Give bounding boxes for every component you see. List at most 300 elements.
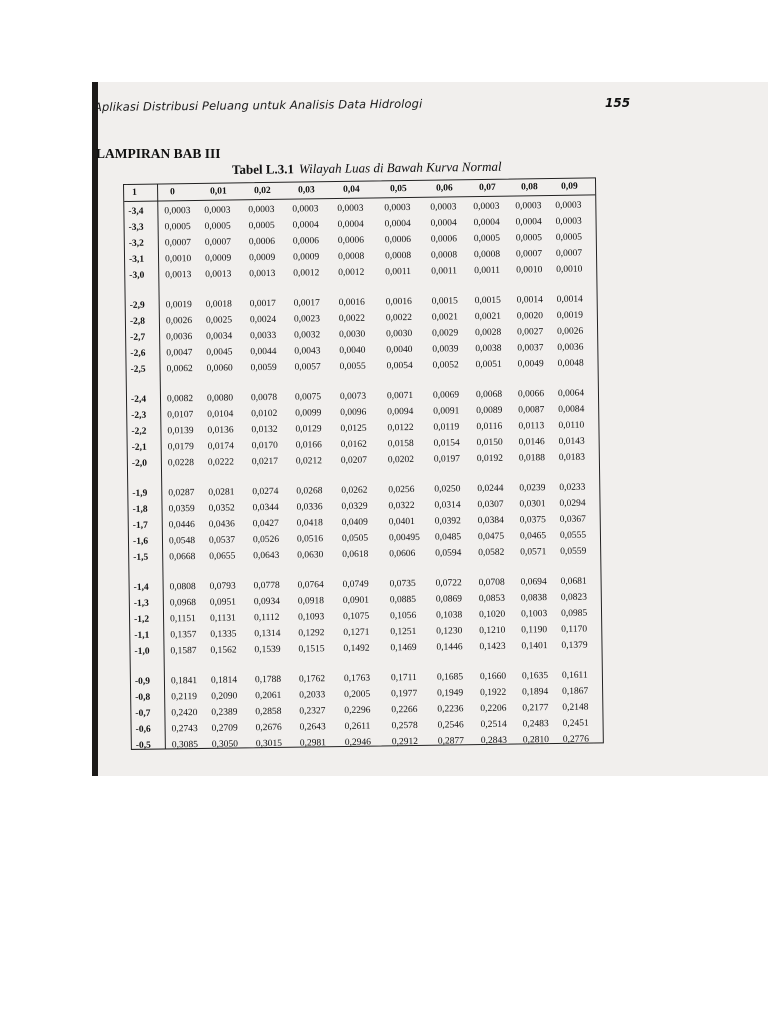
- area-value-cell: 0,1292: [298, 628, 325, 639]
- area-value-cell: 0,2420: [171, 708, 198, 719]
- area-value-cell: 0,0764: [297, 580, 324, 591]
- area-value-cell: 0,1271: [343, 627, 370, 638]
- area-value-cell: 0,0004: [515, 217, 542, 228]
- area-value-cell: 0,0052: [432, 360, 459, 371]
- z-value-cell: -3,1: [128, 254, 145, 265]
- area-value-cell: 0,0107: [167, 410, 194, 421]
- area-value-cell: 0,1587: [170, 646, 197, 657]
- area-value-cell: 0,0778: [253, 580, 280, 592]
- area-value-cell: 0,0007: [555, 248, 583, 259]
- area-value-cell: 0,0793: [209, 581, 236, 592]
- area-value-cell: 0,2981: [299, 738, 327, 749]
- area-value-cell: 0,0853: [478, 593, 506, 605]
- area-value-cell: 0,1492: [343, 643, 370, 654]
- area-value-cell: 0,0170: [251, 440, 278, 452]
- area-value-cell: 0,1335: [210, 629, 237, 640]
- area-value-cell: 0,0116: [476, 421, 503, 433]
- area-value-cell: 0,0055: [339, 361, 366, 372]
- area-value-cell: 0,0154: [433, 438, 460, 449]
- area-value-cell: 0,2061: [255, 690, 282, 702]
- area-value-cell: 0,0051: [475, 359, 502, 371]
- book-spine-shadow: [92, 82, 98, 776]
- area-value-cell: 0,0003: [515, 201, 542, 212]
- area-value-cell: 0,0018: [205, 299, 232, 310]
- area-value-cell: 0,1056: [389, 610, 417, 622]
- area-value-cell: 0,0951: [209, 597, 237, 608]
- area-value-cell: 0,3050: [211, 739, 239, 750]
- area-value-cell: 0,0655: [209, 551, 236, 562]
- area-value-cell: 0,0066: [517, 389, 545, 400]
- area-value-cell: 0,0392: [434, 516, 461, 527]
- area-value-cell: 0,0207: [340, 455, 368, 466]
- area-value-cell: 0,0010: [556, 264, 583, 275]
- area-value-cell: 0,0749: [342, 579, 369, 590]
- area-value-cell: 0,0005: [248, 220, 275, 232]
- area-value-cell: 0,2877: [437, 736, 465, 747]
- z-value-cell: -2,7: [130, 332, 146, 343]
- area-value-cell: 0,0262: [341, 485, 368, 496]
- area-value-cell: 0,1711: [390, 672, 417, 684]
- area-value-cell: 0,0009: [292, 252, 320, 263]
- area-value-cell: 0,0985: [560, 608, 588, 619]
- z-value-cell: -2,3: [131, 410, 147, 421]
- area-value-cell: 0,0446: [168, 520, 195, 531]
- area-value-cell: 0,0968: [169, 598, 197, 609]
- area-value-cell: 0,0026: [557, 326, 584, 337]
- area-value-cell: 0,0582: [478, 547, 505, 559]
- area-value-cell: 0,2514: [480, 719, 507, 731]
- area-value-cell: 0,0078: [250, 392, 278, 404]
- section-title: LAMPIRAN BAB III: [96, 146, 221, 161]
- area-value-cell: 0,1314: [254, 628, 281, 640]
- area-value-cell: 0,0004: [337, 219, 364, 231]
- area-value-cell: 0,0934: [253, 596, 281, 608]
- area-value-cell: 0,2236: [437, 704, 464, 715]
- area-value-cell: 0,0367: [559, 514, 586, 525]
- area-value-cell: 0,0096: [340, 407, 367, 418]
- area-value-cell: 0,0823: [560, 592, 588, 603]
- area-value-cell: 0,1841: [170, 676, 198, 687]
- area-value-cell: 0,0023: [293, 314, 321, 325]
- area-value-cell: 0,1379: [561, 640, 588, 651]
- area-value-cell: 0,0087: [518, 405, 545, 416]
- page-number: 155: [605, 96, 631, 110]
- area-value-cell: 0,0062: [166, 364, 193, 375]
- area-value-cell: 0,0003: [473, 201, 500, 213]
- area-value-cell: 0,0033: [250, 330, 277, 342]
- z-value-cell: -1,4: [133, 582, 149, 593]
- area-value-cell: 0,0136: [207, 425, 234, 436]
- area-value-cell: 0,0322: [388, 500, 415, 512]
- area-value-cell: 0,1949: [437, 688, 464, 699]
- area-value-cell: 0,0418: [296, 518, 323, 529]
- area-value-cell: 0,00495: [388, 532, 420, 544]
- area-value-cell: 0,0068: [475, 389, 503, 401]
- area-value-cell: 0,2451: [562, 718, 589, 729]
- area-value-cell: 0,0019: [556, 310, 584, 321]
- z-value-cell: -3,0: [129, 270, 145, 281]
- area-value-cell: 0,0080: [206, 393, 234, 404]
- area-value-cell: 0,2611: [344, 721, 371, 732]
- area-value-cell: 0,0048: [557, 358, 584, 369]
- area-value-cell: 0,0122: [387, 422, 414, 434]
- area-value-cell: 0,0571: [520, 547, 547, 558]
- area-value-cell: 0,1020: [478, 609, 506, 621]
- area-value-cell: 0,1469: [390, 642, 417, 654]
- area-value-cell: 0,0006: [430, 234, 458, 245]
- area-value-cell: 0,0307: [477, 499, 504, 511]
- area-value-cell: 0,0006: [248, 236, 276, 248]
- area-value-cell: 0,0630: [297, 550, 324, 561]
- area-value-cell: 0,1762: [298, 674, 326, 685]
- area-value-cell: 0,0009: [248, 252, 276, 264]
- area-value-cell: 0,0026: [165, 316, 193, 327]
- area-value-cell: 0,0013: [205, 269, 232, 280]
- area-value-cell: 0,0012: [293, 268, 320, 279]
- z-value-cell: -2,9: [129, 300, 145, 311]
- area-value-cell: 0,0559: [560, 546, 587, 557]
- area-value-cell: 0,0030: [339, 329, 366, 340]
- area-value-cell: 0,0064: [557, 388, 585, 399]
- area-value-cell: 0,0022: [385, 312, 413, 324]
- z-value-cell: -0,8: [135, 692, 151, 703]
- area-value-cell: 0,0024: [249, 314, 277, 326]
- area-value-cell: 0,0281: [208, 487, 235, 498]
- area-value-cell: 0,0735: [389, 578, 416, 590]
- area-value-cell: 0,2743: [171, 724, 198, 735]
- z-value-cell: -2,8: [129, 316, 146, 327]
- z-value-cell: -1,3: [133, 598, 149, 609]
- area-value-cell: 0,0233: [559, 482, 586, 493]
- area-value-cell: 0,0008: [430, 250, 458, 261]
- area-value-cell: 0,2177: [522, 703, 549, 714]
- area-value-cell: 0,0003: [384, 202, 411, 214]
- area-value-cell: 0,0003: [292, 204, 319, 215]
- area-value-cell: 0,1075: [342, 611, 370, 622]
- column-header: 0,04: [343, 184, 360, 195]
- area-value-cell: 0,0314: [434, 500, 461, 511]
- area-value-cell: 0,1539: [254, 644, 281, 656]
- column-header: 0,09: [561, 181, 578, 192]
- area-value-cell: 0,0014: [556, 294, 583, 305]
- z-value-cell: -3,3: [128, 222, 144, 233]
- z-value-cell: -1,6: [132, 536, 149, 547]
- area-value-cell: 0,1660: [479, 671, 507, 683]
- area-value-cell: 0,0113: [518, 421, 545, 432]
- area-value-cell: 0,0344: [252, 502, 279, 514]
- area-value-cell: 0,0005: [204, 221, 231, 232]
- area-value-cell: 0,2546: [437, 720, 464, 731]
- area-value-cell: 0,0036: [166, 332, 193, 343]
- area-value-cell: 0,2483: [522, 719, 549, 730]
- area-value-cell: 0,0250: [434, 484, 461, 495]
- area-value-cell: 0,2858: [255, 706, 282, 718]
- area-value-cell: 0,0516: [296, 534, 324, 545]
- table-caption: [232, 159, 502, 178]
- area-value-cell: 0,0038: [475, 343, 502, 355]
- area-value-cell: 0,2296: [344, 705, 371, 716]
- area-value-cell: 0,0401: [388, 516, 415, 528]
- area-value-cell: 0,0212: [295, 456, 323, 467]
- area-value-cell: 0,0526: [252, 534, 280, 546]
- area-value-cell: 0,0384: [477, 515, 504, 527]
- column-header: 0,05: [390, 184, 407, 195]
- area-value-cell: 0,0183: [558, 452, 586, 463]
- area-value-cell: 0,1401: [521, 641, 548, 652]
- area-value-cell: 0,1763: [343, 673, 371, 684]
- area-value-cell: 0,0091: [433, 406, 460, 417]
- area-value-cell: 0,0003: [555, 216, 582, 227]
- area-value-cell: 0,0427: [252, 518, 279, 530]
- running-header-title: Aplikasi Distribusi Peluang untuk Analisis Data Hidrologi: [93, 96, 423, 114]
- area-value-cell: 0,0188: [518, 453, 546, 464]
- area-value-cell: 0,1922: [480, 687, 507, 699]
- area-value-cell: 0,0485: [434, 532, 462, 543]
- area-value-cell: 0,0668: [169, 552, 196, 563]
- area-value-cell: 0,0918: [297, 596, 325, 607]
- table-caption-text: Wilayah Luas di Bawah Kurva Normal: [298, 158, 502, 177]
- area-value-cell: 0,0110: [558, 420, 585, 431]
- area-value-cell: 0,0016: [338, 297, 365, 308]
- z-value-cell: -0,7: [135, 708, 151, 719]
- area-value-cell: 0,0294: [559, 498, 586, 509]
- area-value-cell: 0,0030: [386, 328, 413, 340]
- area-value-cell: 0,0166: [295, 440, 322, 451]
- area-value-cell: 0,0375: [519, 515, 546, 526]
- area-value-cell: 0,0274: [252, 486, 279, 498]
- z-value-cell: -3,2: [128, 238, 144, 249]
- table-caption-label: Tabel L.3.1: [231, 161, 295, 177]
- area-value-cell: 0,0005: [515, 233, 542, 244]
- column-header: 0,07: [479, 182, 496, 194]
- area-value-cell: 0,0217: [251, 456, 279, 468]
- area-value-cell: 0,0125: [340, 423, 367, 434]
- area-value-cell: 0,0119: [433, 422, 460, 433]
- area-value-cell: 0,1357: [170, 630, 197, 641]
- z-value-cell: -1,7: [132, 520, 148, 531]
- area-value-cell: 0,0722: [435, 578, 462, 589]
- area-value-cell: 0,0007: [515, 249, 543, 260]
- area-value-cell: 0,1038: [435, 610, 463, 621]
- area-value-cell: 0,0011: [385, 266, 412, 278]
- area-value-cell: 0,1230: [436, 626, 463, 637]
- area-value-cell: 0,0044: [250, 346, 277, 358]
- z-value-cell: -1,2: [134, 614, 150, 625]
- z-value-cell: -0,5: [135, 740, 151, 751]
- column-header-z: 1: [132, 187, 137, 198]
- area-value-cell: 0,0268: [296, 486, 323, 497]
- area-value-cell: 0,0239: [519, 483, 546, 494]
- area-value-cell: 0,2389: [211, 707, 238, 718]
- area-value-cell: 0,0075: [294, 392, 322, 403]
- area-value-cell: 0,0256: [388, 484, 415, 496]
- area-value-cell: 0,0057: [294, 362, 321, 373]
- area-value-cell: 0,0011: [474, 265, 501, 277]
- area-value-cell: 0,1788: [254, 674, 282, 686]
- area-value-cell: 0,0885: [389, 594, 417, 606]
- area-value-cell: 0,0606: [389, 548, 416, 560]
- area-value-cell: 0,0071: [386, 390, 414, 402]
- area-value-cell: 0,2810: [522, 735, 550, 746]
- z-value-cell: -2,2: [131, 426, 147, 437]
- column-header: 0,01: [210, 186, 227, 197]
- area-value-cell: 0,0129: [295, 424, 322, 435]
- column-header: 0,08: [521, 182, 538, 193]
- area-value-cell: 0,1515: [298, 644, 325, 655]
- column-header: 0,06: [436, 183, 453, 194]
- area-value-cell: 0,0037: [517, 343, 544, 354]
- area-value-cell: 0,0838: [520, 593, 548, 604]
- z-value-cell: -0,6: [135, 724, 151, 735]
- column-header: 0: [170, 187, 175, 198]
- area-value-cell: 0,0197: [433, 454, 461, 465]
- area-value-cell: 0,0032: [294, 330, 321, 341]
- area-value-cell: 0,0594: [435, 548, 462, 559]
- area-value-cell: 0,0073: [339, 391, 367, 402]
- area-value-cell: 0,1446: [436, 642, 463, 653]
- z-value-cell: -0,9: [134, 676, 151, 687]
- area-value-cell: 0,0465: [519, 531, 547, 542]
- area-value-cell: 0,2578: [391, 720, 418, 732]
- area-value-cell: 0,1190: [521, 625, 548, 636]
- z-value-cell: -2,4: [130, 394, 147, 405]
- z-value-cell: -1,0: [134, 646, 150, 657]
- area-value-cell: 0,0021: [431, 312, 459, 323]
- area-value-cell: 0,0336: [296, 502, 323, 513]
- area-value-cell: 0,0006: [292, 236, 320, 247]
- area-value-cell: 0,2266: [391, 704, 418, 716]
- area-value-cell: 0,2709: [211, 723, 238, 734]
- area-value-cell: 0,1814: [210, 675, 238, 686]
- area-value-cell: 0,0008: [384, 250, 412, 262]
- area-value-cell: 0,0040: [386, 344, 413, 356]
- area-value-cell: 0,2776: [562, 734, 589, 745]
- z-value-cell: -1,9: [132, 488, 148, 499]
- area-value-cell: 0,0094: [387, 406, 414, 418]
- area-value-cell: 0,0029: [432, 328, 459, 339]
- area-value-cell: 0,0020: [516, 311, 544, 322]
- area-value-cell: 0,0104: [207, 409, 234, 420]
- area-value-cell: 0,0013: [165, 270, 192, 281]
- area-value-cell: 0,0003: [248, 204, 275, 216]
- area-value-cell: 0,0003: [430, 202, 457, 213]
- area-value-cell: 0,0069: [432, 390, 460, 401]
- column-header: 0,02: [254, 185, 271, 197]
- area-value-cell: 0,0301: [519, 499, 546, 510]
- area-value-cell: 0,0036: [557, 342, 584, 353]
- area-value-cell: 0,0244: [477, 483, 504, 495]
- area-value-cell: 0,0618: [342, 549, 369, 560]
- area-value-cell: 0,1635: [521, 671, 549, 682]
- area-value-cell: 0,0084: [558, 404, 585, 415]
- area-value-cell: 0,0008: [337, 251, 365, 263]
- area-value-cell: 0,0011: [431, 266, 458, 277]
- area-value-cell: 0,0040: [339, 345, 366, 356]
- area-value-cell: 0,0005: [473, 233, 500, 245]
- area-value-cell: 0,0174: [207, 441, 234, 452]
- area-value-cell: 0,0555: [559, 530, 587, 541]
- area-value-cell: 0,0005: [164, 222, 191, 233]
- area-value-cell: 0,0017: [249, 298, 276, 310]
- area-value-cell: 0,0017: [293, 298, 320, 309]
- area-value-cell: 0,0359: [168, 504, 195, 515]
- area-value-cell: 0,0010: [164, 254, 192, 265]
- area-value-cell: 0,0028: [475, 327, 502, 339]
- area-value-cell: 0,0003: [204, 205, 231, 216]
- area-value-cell: 0,0012: [338, 267, 365, 279]
- area-value-cell: 0,0505: [341, 533, 369, 544]
- area-value-cell: 0,0409: [341, 517, 368, 528]
- area-value-cell: 0,0006: [337, 235, 365, 247]
- z-value-cell: -2,1: [131, 442, 147, 453]
- area-value-cell: 0,0475: [477, 531, 505, 543]
- area-value-cell: 0,0049: [517, 359, 544, 370]
- area-value-cell: 0,1867: [562, 686, 589, 697]
- z-value-cell: -2,6: [130, 348, 146, 359]
- area-value-cell: 0,0643: [253, 550, 280, 562]
- area-value-cell: 0,0004: [430, 218, 457, 229]
- area-value-cell: 0,1611: [561, 670, 588, 681]
- area-value-cell: 0,0287: [168, 488, 195, 499]
- area-value-cell: 0,0003: [555, 200, 582, 211]
- area-value-cell: 0,0869: [435, 594, 463, 605]
- area-value-cell: 0,1977: [391, 688, 418, 700]
- area-value-cell: 0,0007: [204, 237, 232, 248]
- z-value-cell: -2,5: [130, 364, 146, 375]
- area-value-cell: 0,0059: [250, 362, 277, 374]
- area-value-cell: 0,0013: [249, 268, 276, 280]
- area-value-cell: 0,0179: [167, 442, 194, 453]
- area-value-cell: 0,1894: [522, 687, 549, 698]
- area-value-cell: 0,0202: [387, 454, 415, 466]
- area-value-cell: 0,2033: [299, 690, 326, 701]
- area-value-cell: 0,2090: [211, 691, 238, 702]
- area-value-cell: 0,0045: [206, 347, 233, 358]
- z-value-cell: -1,5: [133, 552, 149, 563]
- area-value-cell: 0,3015: [255, 738, 283, 750]
- area-value-cell: 0,2005: [344, 689, 371, 700]
- area-value-cell: 0,0162: [340, 439, 367, 450]
- area-value-cell: 0,0436: [208, 519, 235, 530]
- z-value-cell: -3,4: [128, 206, 144, 217]
- area-value-cell: 0,0537: [208, 535, 236, 546]
- area-value-cell: 0,0132: [251, 424, 278, 436]
- area-value-cell: 0,1251: [390, 626, 417, 638]
- area-value-cell: 0,0004: [384, 218, 411, 230]
- area-value-cell: 0,0139: [167, 426, 194, 437]
- area-value-cell: 0,0008: [473, 249, 501, 261]
- area-value-cell: 0,0014: [516, 295, 543, 306]
- area-value-cell: 0,2206: [480, 703, 507, 715]
- area-value-cell: 0,0808: [169, 582, 196, 593]
- area-value-cell: 0,0222: [207, 457, 235, 468]
- area-value-cell: 0,0054: [386, 360, 413, 372]
- area-value-cell: 0,2148: [562, 702, 589, 713]
- area-value-cell: 0,3085: [171, 740, 199, 751]
- area-value-cell: 0,0082: [166, 394, 194, 405]
- area-value-cell: 0,1562: [210, 645, 237, 656]
- area-value-cell: 0,0146: [518, 437, 545, 448]
- column-header: 0,03: [298, 185, 315, 196]
- area-value-cell: 0,0015: [474, 295, 501, 307]
- area-value-cell: 0,1112: [254, 612, 280, 624]
- area-value-cell: 0,0006: [384, 234, 412, 246]
- area-value-cell: 0,0694: [520, 577, 547, 588]
- area-value-cell: 0,1151: [170, 614, 196, 625]
- area-value-cell: 0,0025: [205, 315, 233, 326]
- area-value-cell: 0,2912: [391, 736, 419, 748]
- area-value-cell: 0,0003: [164, 206, 191, 217]
